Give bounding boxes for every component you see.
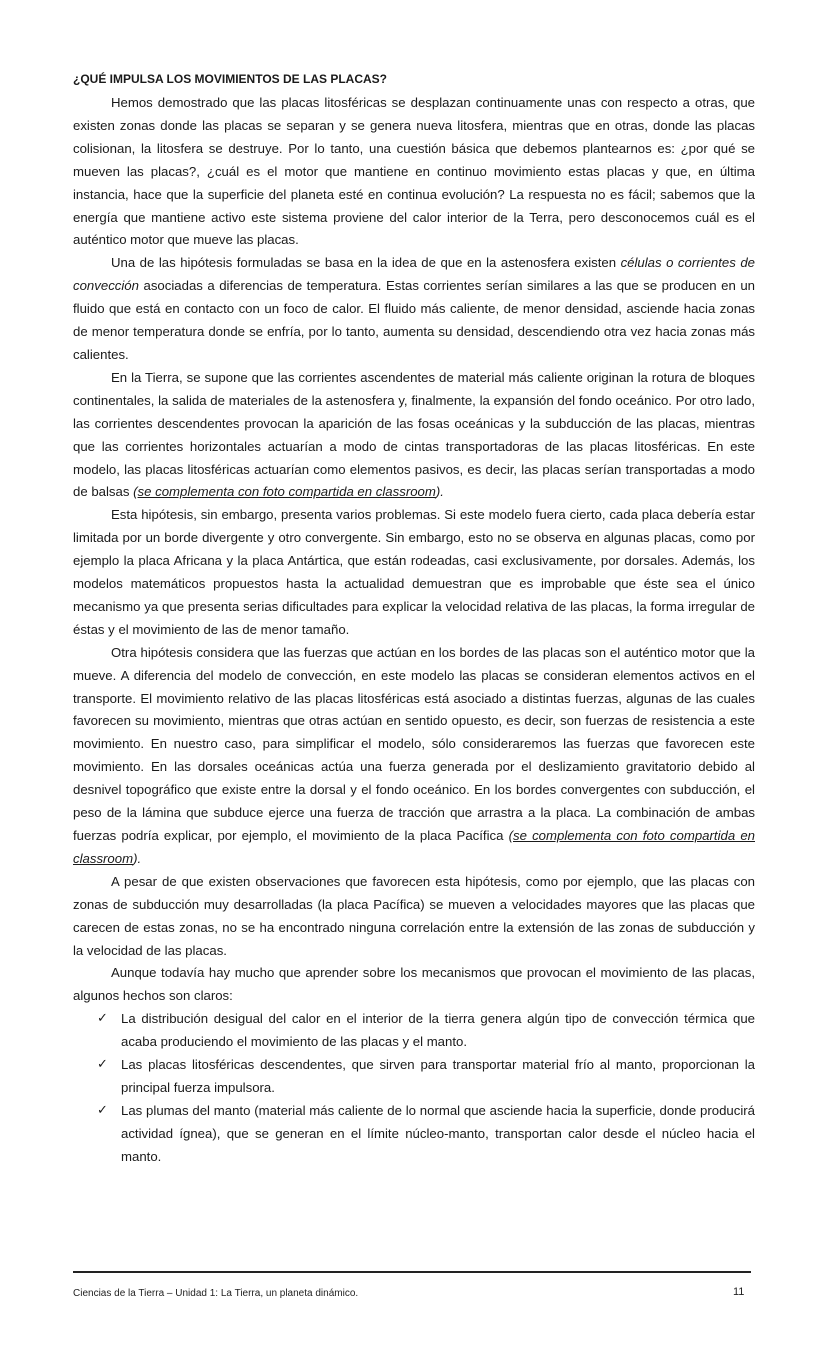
list-item: ✓ Las placas litosféricas descendentes, que sirven para transportar material frío al manto, proporcionan la principal fuerza impulsora. (97, 1054, 755, 1100)
document-body (73, 70, 755, 1169)
checkmark-icon: ✓ (97, 1057, 108, 1073)
section-title: ¿QUÉ IMPULSA LOS MOVIMIENTOS DE LAS PLACAS? (73, 72, 388, 86)
paragraph-3-text: En la Tierra, se supone que las corrientes ascendentes de material más caliente originan la rotura de bloques continentales, la salida de materiales de la astenosfera y, finalmente, la expansión del fondo oceánico. Por otro lado, las corrientes descendentes provocan la aparición de las fosas oceánicas y la subducción de las placas, mientras que las corrientes horizontales actuarían a modo de cintas transportadoras de las placas litosféricas. En este modelo, las placas litosféricas actuarían como elementos pasivos, es decir, las placas serían transportadas a modo de balsas (73, 369, 755, 500)
paragraph-1: Hemos demostrado que las placas litosféricas se desplazan continuamente unas con respecto a otras, que existen zonas donde las placas se separan y se genera nueva litosfera, mientras que en otras, donde las placas colisionan, la litosfera se destruye. Por lo tanto, una cuestión básica que debemos plantearnos es: ¿por qué se mueven las placas?, ¿cuál es el motor que mantiene en continuo movimiento estas placas y que, en última instancia, hace que la superficie del planeta esté en continua evolución? La respuesta no es fácil; sabemos que la energía que mantiene activo este sistema proviene del calor interior de la Terra, pero desconocemos cuál es el auténtico motor que mueve las placas. (73, 95, 755, 248)
checkmark-icon: ✓ (97, 1102, 108, 1118)
paragraph-5-text: Otra hipótesis considera que las fuerzas que actúan en los bordes de las placas son el auténtico motor que la mueve. A diferencia del modelo de convección, en este modelo las placas se consideran elementos activos en el transporte. El movimiento relativo de las placas litosféricas está asociado a distintas fuerzas, algunas de las cuales favorecen su movimiento, mientras que otras actúan en sentido opuesto, es decir, son fuerzas de resistencia a este movimiento. En nuestro caso, para simplificar el modelo, sólo consideraremos las fuerzas que favorecen este movimiento. En las dorsales oceánicas actúa una fuerza generada por el deslizamiento gravitatorio debido al desnivel topográfico que existe entre la dorsal y el fondo oceánico. En los bordes convergentes con subducción, el peso de la lámina que subduce ejerce una fuerza de tracción que arrastra a la placa. La combinación de ambas fuerzas podría explicar, por ejemplo, el movimiento de la placa Pacífica (73, 644, 755, 843)
footer-course-title: Ciencias de la Tierra – Unidad 1: La Tierra, un planeta dinámico. (73, 1288, 359, 1299)
paragraph-7: Aunque todavía hay mucho que aprender sobre los mecanismos que provocan el movimiento de las placas, algunos hechos son claros: (73, 965, 755, 1004)
list-item: ✓ La distribución desigual del calor en el interior de la tierra genera algún tipo de convección térmica que acaba produciendo el movimiento de las placas y el manto. (97, 1008, 755, 1054)
checkmark-icon: ✓ (97, 1011, 108, 1027)
paragraph-6: A pesar de que existen observaciones que favorecen esta hipótesis, como por ejemplo, que las placas con zonas de subducción muy desarrolladas (la placa Pacífica) se mueven a velocidades mayores que las placas que carecen de estas zonas, no se ha encontrado ninguna correlación entre la extensión de las zonas de subducción y la velocidad de las placas. (73, 873, 755, 958)
classroom-note-2: (se complementa con foto compartida en classroom). (73, 828, 755, 866)
classroom-note-1-link: se complementa con foto compartida en classroom (137, 484, 436, 500)
paragraph-5 (73, 642, 755, 871)
paragraph-2 (73, 252, 755, 367)
paragraph-2-text-b: asociadas a diferencias de temperatura. Estas corrientes serían similares a las que se producen en un fluido que está en contacto con un foco de calor. El fluido más caliente, de menor densidad, asciende hacia zonas de menor temperatura donde se enfría, por lo tanto, aumenta su densidad, descendiendo otra vez hacia zonas más calientes. (73, 278, 755, 362)
footer-divider (73, 1271, 751, 1273)
facts-list (73, 1008, 755, 1168)
paragraph-4: Esta hipótesis, sin embargo, presenta varios problemas. Si este modelo fuera cierto, cada placa debería estar limitada por un borde divergente y otro convergente. Sin embargo, esto no se observa en algunas placas, como por ejemplo la placa Africana y la placa Antártica, que están rodeadas, casi exclusivamente, por dorsales. Además, los modelos matemáticos propuestos hasta la actualidad demuestran que es improbable que éste sea el único mecanismo ya que presenta serias dificultades para explicar la velocidad relativa de las placas, la forma irregular de éstas y el movimiento de las de menor tamaño. (73, 507, 755, 637)
paragraph-2-text-a: Una de las hipótesis formuladas se basa en la idea de que en la astenosfera existen (111, 255, 621, 271)
paragraph-3 (73, 367, 755, 504)
convection-term: células o corrientes de convección (73, 255, 755, 294)
classroom-note-2-link: se complementa con foto compartida en classroom (73, 828, 755, 866)
classroom-note-1: (se complementa con foto compartida en classroom). (133, 484, 444, 500)
page-number: 11 (733, 1286, 745, 1298)
list-item: ✓ Las plumas del manto (material más caliente de lo normal que asciende hacia la superficie, donde producirá actividad ígnea), que se generan en el límite núcleo-manto, transportan calor desde el núcleo hacia el manto. (97, 1100, 755, 1169)
